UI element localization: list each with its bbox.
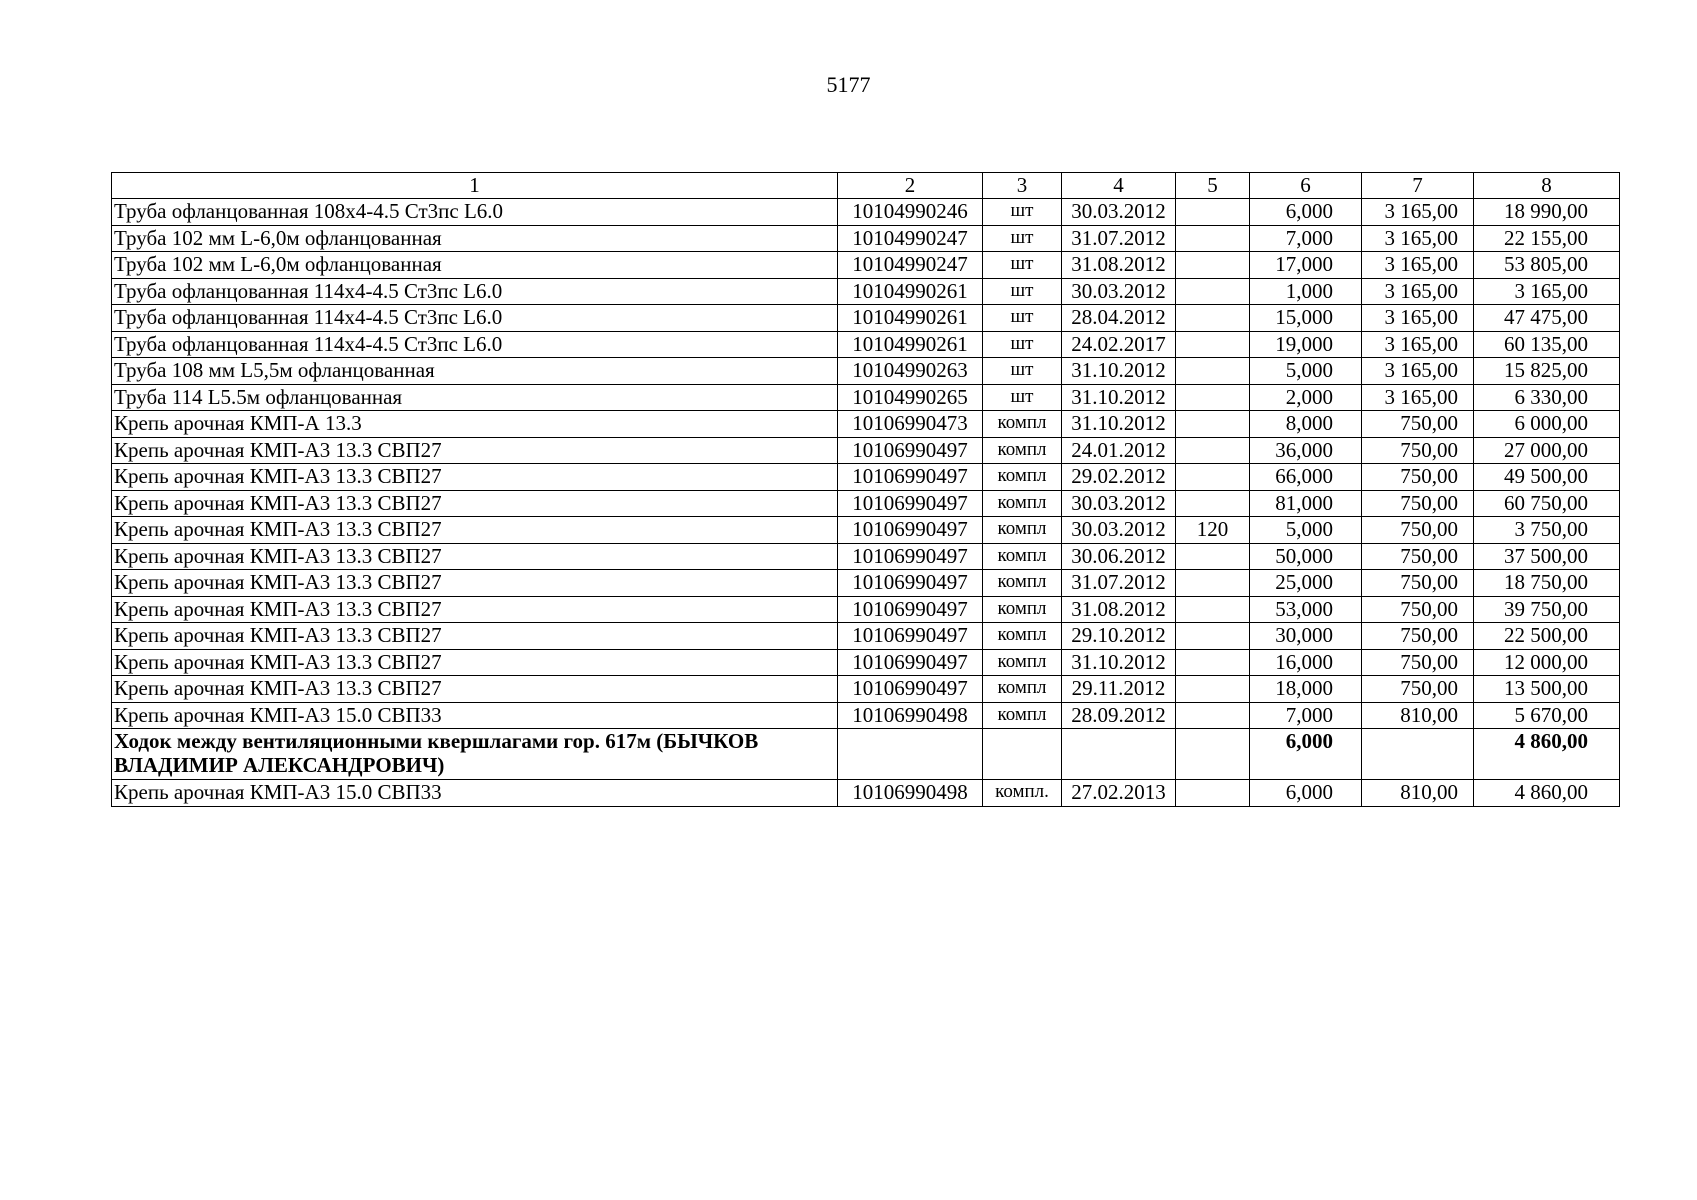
item-name-cell: Труба 102 мм L-6,0м офланцованная [112, 252, 838, 279]
item-name-cell: Труба 108 мм L5,5м офланцованная [112, 358, 838, 385]
price-cell: 750,00 [1362, 623, 1474, 650]
unit-cell: шт [983, 199, 1062, 226]
total-cell: 5 670,00 [1474, 702, 1620, 729]
table-row [112, 384, 1620, 411]
date-cell: 31.07.2012 [1062, 570, 1176, 597]
quantity-cell: 25,000 [1250, 570, 1362, 597]
date-cell: 28.04.2012 [1062, 305, 1176, 332]
column5-cell [1176, 490, 1250, 517]
table-row [112, 305, 1620, 332]
total-cell: 39 750,00 [1474, 596, 1620, 623]
quantity-cell: 6,000 [1250, 780, 1362, 807]
column5-cell [1176, 331, 1250, 358]
quantity-cell: 66,000 [1250, 464, 1362, 491]
empty-cell [838, 729, 983, 780]
column-header: 7 [1362, 173, 1474, 199]
column5-cell [1176, 464, 1250, 491]
table-row [112, 331, 1620, 358]
date-cell: 31.10.2012 [1062, 358, 1176, 385]
quantity-cell: 81,000 [1250, 490, 1362, 517]
item-code-cell: 10106990497 [838, 517, 983, 544]
unit-cell: компл [983, 702, 1062, 729]
price-cell: 750,00 [1362, 464, 1474, 491]
inventory-table [111, 172, 1620, 807]
item-name-cell: Труба 114 L5.5м офланцованная [112, 384, 838, 411]
price-cell: 750,00 [1362, 676, 1474, 703]
table-row [112, 623, 1620, 650]
quantity-cell: 53,000 [1250, 596, 1362, 623]
column5-cell [1176, 411, 1250, 438]
table-row [112, 702, 1620, 729]
unit-cell: шт [983, 384, 1062, 411]
date-cell: 31.10.2012 [1062, 411, 1176, 438]
price-cell: 750,00 [1362, 570, 1474, 597]
quantity-cell: 8,000 [1250, 411, 1362, 438]
date-cell: 31.10.2012 [1062, 649, 1176, 676]
column5-cell [1176, 252, 1250, 279]
date-cell: 30.06.2012 [1062, 543, 1176, 570]
item-name-cell: Крепь арочная КМП-А3 13.3 СВП27 [112, 623, 838, 650]
item-name-cell: Крепь арочная КМП-А3 13.3 СВП27 [112, 437, 838, 464]
unit-cell: шт [983, 225, 1062, 252]
item-name-cell: Труба 102 мм L-6,0м офланцованная [112, 225, 838, 252]
total-cell: 6 000,00 [1474, 411, 1620, 438]
total-cell: 15 825,00 [1474, 358, 1620, 385]
item-code-cell: 10106990498 [838, 780, 983, 807]
empty-cell [983, 729, 1062, 780]
column-header: 4 [1062, 173, 1176, 199]
date-cell: 30.03.2012 [1062, 490, 1176, 517]
empty-cell [1062, 729, 1176, 780]
column5-cell [1176, 199, 1250, 226]
item-code-cell: 10106990498 [838, 702, 983, 729]
item-name-cell: Труба офланцованная 114х4-4.5 Ст3пс L6.0 [112, 305, 838, 332]
header-row [112, 173, 1620, 199]
total-cell: 47 475,00 [1474, 305, 1620, 332]
item-code-cell: 10104990246 [838, 199, 983, 226]
column5-cell [1176, 278, 1250, 305]
item-name-cell: Труба офланцованная 114х4-4.5 Ст3пс L6.0 [112, 278, 838, 305]
column-header: 3 [983, 173, 1062, 199]
price-cell: 3 165,00 [1362, 199, 1474, 226]
total-cell: 3 750,00 [1474, 517, 1620, 544]
date-cell: 31.07.2012 [1062, 225, 1176, 252]
total-cell: 13 500,00 [1474, 676, 1620, 703]
column5-cell [1176, 358, 1250, 385]
quantity-cell: 5,000 [1250, 517, 1362, 544]
quantity-cell: 30,000 [1250, 623, 1362, 650]
unit-cell: компл. [983, 780, 1062, 807]
item-code-cell: 10106990497 [838, 464, 983, 491]
empty-cell [1176, 729, 1250, 780]
date-cell: 27.02.2013 [1062, 780, 1176, 807]
total-cell: 22 500,00 [1474, 623, 1620, 650]
column5-cell [1176, 384, 1250, 411]
date-cell: 31.10.2012 [1062, 384, 1176, 411]
item-code-cell: 10106990497 [838, 676, 983, 703]
date-cell: 24.01.2012 [1062, 437, 1176, 464]
quantity-cell: 6,000 [1250, 199, 1362, 226]
item-code-cell: 10104990265 [838, 384, 983, 411]
table-row [112, 649, 1620, 676]
item-name-cell: Крепь арочная КМП-А3 13.3 СВП27 [112, 649, 838, 676]
table-row [112, 464, 1620, 491]
unit-cell: компл [983, 464, 1062, 491]
price-cell: 750,00 [1362, 490, 1474, 517]
column5-cell [1176, 649, 1250, 676]
unit-cell: компл [983, 543, 1062, 570]
table-row [112, 596, 1620, 623]
unit-cell: шт [983, 305, 1062, 332]
item-code-cell: 10106990497 [838, 596, 983, 623]
price-cell: 3 165,00 [1362, 225, 1474, 252]
item-code-cell: 10106990497 [838, 623, 983, 650]
price-cell: 810,00 [1362, 702, 1474, 729]
total-cell: 37 500,00 [1474, 543, 1620, 570]
unit-cell: компл [983, 437, 1062, 464]
price-cell: 750,00 [1362, 596, 1474, 623]
item-code-cell: 10106990497 [838, 649, 983, 676]
item-code-cell: 10106990497 [838, 437, 983, 464]
column-header: 6 [1250, 173, 1362, 199]
total-cell: 53 805,00 [1474, 252, 1620, 279]
item-name-cell: Труба офланцованная 114х4-4.5 Ст3пс L6.0 [112, 331, 838, 358]
total-cell: 12 000,00 [1474, 649, 1620, 676]
column5-cell [1176, 780, 1250, 807]
table-row [112, 676, 1620, 703]
item-code-cell: 10106990497 [838, 570, 983, 597]
unit-cell: шт [983, 252, 1062, 279]
total-cell: 22 155,00 [1474, 225, 1620, 252]
quantity-cell: 17,000 [1250, 252, 1362, 279]
item-code-cell: 10104990247 [838, 252, 983, 279]
total-cell: 4 860,00 [1474, 780, 1620, 807]
total-cell: 60 750,00 [1474, 490, 1620, 517]
column-header: 5 [1176, 173, 1250, 199]
empty-cell [1362, 729, 1474, 780]
quantity-cell: 50,000 [1250, 543, 1362, 570]
column5-cell [1176, 623, 1250, 650]
quantity-cell: 1,000 [1250, 278, 1362, 305]
table-row [112, 411, 1620, 438]
item-code-cell: 10106990497 [838, 543, 983, 570]
column5-cell [1176, 596, 1250, 623]
unit-cell: шт [983, 278, 1062, 305]
item-code-cell: 10106990497 [838, 490, 983, 517]
price-cell: 3 165,00 [1362, 358, 1474, 385]
item-name-cell: Крепь арочная КМП-А3 13.3 СВП27 [112, 517, 838, 544]
item-name-cell: Крепь арочная КМП-А3 13.3 СВП27 [112, 464, 838, 491]
group-total-cell: 4 860,00 [1474, 729, 1620, 780]
group-subtotal-row [112, 729, 1620, 780]
date-cell: 29.11.2012 [1062, 676, 1176, 703]
price-cell: 750,00 [1362, 649, 1474, 676]
total-cell: 3 165,00 [1474, 278, 1620, 305]
column5-cell [1176, 305, 1250, 332]
date-cell: 24.02.2017 [1062, 331, 1176, 358]
column5-cell [1176, 676, 1250, 703]
date-cell: 31.08.2012 [1062, 596, 1176, 623]
price-cell: 750,00 [1362, 411, 1474, 438]
quantity-cell: 36,000 [1250, 437, 1362, 464]
item-name-cell: Крепь арочная КМП-А3 13.3 СВП27 [112, 490, 838, 517]
unit-cell: компл [983, 570, 1062, 597]
inventory-table-container [111, 172, 1620, 807]
group-name-cell: Ходок между вентиляционными квершлагами гор. 617м (БЫЧКОВ ВЛАДИМИР АЛЕКСАНДРОВИЧ) [112, 729, 838, 780]
table-row [112, 780, 1620, 807]
unit-cell: компл [983, 517, 1062, 544]
price-cell: 750,00 [1362, 437, 1474, 464]
table-row [112, 543, 1620, 570]
date-cell: 30.03.2012 [1062, 517, 1176, 544]
quantity-cell: 5,000 [1250, 358, 1362, 385]
total-cell: 27 000,00 [1474, 437, 1620, 464]
item-name-cell: Крепь арочная КМП-А3 13.3 СВП27 [112, 543, 838, 570]
unit-cell: компл [983, 676, 1062, 703]
date-cell: 30.03.2012 [1062, 278, 1176, 305]
price-cell: 3 165,00 [1362, 384, 1474, 411]
table-row [112, 278, 1620, 305]
column-header: 2 [838, 173, 983, 199]
date-cell: 29.02.2012 [1062, 464, 1176, 491]
price-cell: 3 165,00 [1362, 252, 1474, 279]
price-cell: 3 165,00 [1362, 331, 1474, 358]
date-cell: 30.03.2012 [1062, 199, 1176, 226]
column5-cell [1176, 437, 1250, 464]
total-cell: 6 330,00 [1474, 384, 1620, 411]
price-cell: 750,00 [1362, 517, 1474, 544]
item-code-cell: 10104990261 [838, 305, 983, 332]
table-row [112, 225, 1620, 252]
price-cell: 3 165,00 [1362, 278, 1474, 305]
table-row [112, 517, 1620, 544]
item-code-cell: 10104990261 [838, 278, 983, 305]
item-name-cell: Труба офланцованная 108х4-4.5 Ст3пс L6.0 [112, 199, 838, 226]
total-cell: 18 750,00 [1474, 570, 1620, 597]
total-cell: 18 990,00 [1474, 199, 1620, 226]
page-number: 5177 [826, 72, 871, 97]
item-name-cell: Крепь арочная КМП-А3 13.3 СВП27 [112, 596, 838, 623]
date-cell: 28.09.2012 [1062, 702, 1176, 729]
item-code-cell: 10106990473 [838, 411, 983, 438]
item-code-cell: 10104990263 [838, 358, 983, 385]
column5-cell [1176, 702, 1250, 729]
date-cell: 29.10.2012 [1062, 623, 1176, 650]
column5-cell [1176, 570, 1250, 597]
date-cell: 31.08.2012 [1062, 252, 1176, 279]
item-code-cell: 10104990247 [838, 225, 983, 252]
total-cell: 49 500,00 [1474, 464, 1620, 491]
unit-cell: шт [983, 331, 1062, 358]
item-name-cell: Крепь арочная КМП-А3 13.3 СВП27 [112, 570, 838, 597]
column-header: 1 [112, 173, 838, 199]
price-cell: 750,00 [1362, 543, 1474, 570]
item-name-cell: Крепь арочная КМП-А 13.3 [112, 411, 838, 438]
quantity-cell: 19,000 [1250, 331, 1362, 358]
price-cell: 810,00 [1362, 780, 1474, 807]
price-cell: 3 165,00 [1362, 305, 1474, 332]
quantity-cell: 15,000 [1250, 305, 1362, 332]
item-code-cell: 10104990261 [838, 331, 983, 358]
item-name-cell: Крепь арочная КМП-А3 15.0 СВП33 [112, 780, 838, 807]
unit-cell: шт [983, 358, 1062, 385]
quantity-cell: 2,000 [1250, 384, 1362, 411]
column5-cell [1176, 225, 1250, 252]
unit-cell: компл [983, 649, 1062, 676]
quantity-cell: 16,000 [1250, 649, 1362, 676]
quantity-cell: 7,000 [1250, 702, 1362, 729]
column-header: 8 [1474, 173, 1620, 199]
unit-cell: компл [983, 490, 1062, 517]
quantity-cell: 18,000 [1250, 676, 1362, 703]
quantity-cell: 7,000 [1250, 225, 1362, 252]
table-row [112, 490, 1620, 517]
item-name-cell: Крепь арочная КМП-А3 13.3 СВП27 [112, 676, 838, 703]
table-row [112, 358, 1620, 385]
table-row [112, 570, 1620, 597]
column5-cell: 120 [1176, 517, 1250, 544]
table-row [112, 199, 1620, 226]
unit-cell: компл [983, 411, 1062, 438]
table-body [112, 199, 1620, 807]
unit-cell: компл [983, 623, 1062, 650]
table-row [112, 437, 1620, 464]
total-cell: 60 135,00 [1474, 331, 1620, 358]
column5-cell [1176, 543, 1250, 570]
item-name-cell: Крепь арочная КМП-А3 15.0 СВП33 [112, 702, 838, 729]
unit-cell: компл [983, 596, 1062, 623]
group-quantity-cell: 6,000 [1250, 729, 1362, 780]
table-row [112, 252, 1620, 279]
